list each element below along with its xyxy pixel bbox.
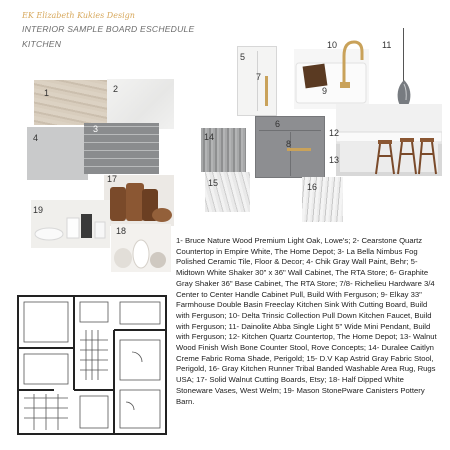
brand-logo-text: EK Elizabeth Kukies Design xyxy=(22,11,135,20)
label-12: 12 xyxy=(329,128,340,138)
faucet-icon xyxy=(336,38,366,90)
label-10: 10 xyxy=(327,40,338,50)
label-5: 5 xyxy=(240,52,246,62)
label-17: 17 xyxy=(107,174,118,184)
label-4: 4 xyxy=(33,133,39,143)
drawer-line xyxy=(259,130,321,131)
label-14: 14 xyxy=(204,132,215,142)
label-9: 9 xyxy=(322,86,328,96)
board-title: INTERIOR SAMPLE BOARD ESCHEDULE xyxy=(22,24,195,34)
pendant-cord xyxy=(403,28,404,82)
label-19: 19 xyxy=(33,205,44,215)
label-15: 15 xyxy=(208,178,219,188)
label-8: 8 xyxy=(286,139,292,149)
brass-cabinet-pull-7 xyxy=(265,76,268,106)
label-11: 11 xyxy=(382,40,392,50)
kitchen-stools-illustration xyxy=(336,104,442,176)
label-18: 18 xyxy=(116,226,127,236)
label-2: 2 xyxy=(113,84,119,94)
image-kitchen-countertop-stools xyxy=(336,104,442,176)
board-subtitle: KITCHEN xyxy=(22,39,62,49)
floor-plan xyxy=(14,290,170,438)
swatch-light-oak xyxy=(34,80,107,125)
label-13: 13 xyxy=(329,155,340,165)
materials-schedule-text: 1- Bruce Nature Wood Premium Light Oak, Lowe's; 2- Cearstone Quartz Countertop in Empire White, The Home Depot; 3- La Bella Nimbus Fog Polished Ceramic Tile, Floor & Decor; 4- Chik Gray Wall Paint, Behr; 5- Midtown White Shaker 30" x 36" Wall Cabinet, The RTA Store; 6- Graphite Gray Shaker 36" Base Cabinet, The RTA Store; 7/8- Richelieu Hardware 3/4 Center to Center Handle Cabinet Pull, Build With Ferguson; 9- Elkay 33" Farmhouse Double Basin Freeclay Kitchen Sink With Cutting Board, Build with Ferguson; 10- Delta Trinsic Collection Pull Down Kitchen Faucet, Build with Ferguson; 11- Dainolite Abba Single Light 5" Wide Mini Pendant, Build with Ferguson; 12- Kitchen Quartz Countertop, The Home Depot; 13- Walnut Wood Finish Wish Bone Counter Stool, Rove Concepts; 14- Duralee Caitlyn Creme Fabric Roma Shade, Perigold; 15- D.V Kap Astrid Gray Fabric Stool, Perigold, 16- Gray Kitchen Runner Tribal Banded Washable Area Rug, Rugs USA; 17- Solid Walnut Cutting Boards, Etsy; 18- Half Dipped White Stoneware Vases, West Welm; 19- Mason StonePware Canisters Pottery Barn. xyxy=(176,236,437,406)
label-7: 7 xyxy=(256,72,262,82)
label-6: 6 xyxy=(275,119,281,129)
label-3: 3 xyxy=(93,124,99,134)
label-16: 16 xyxy=(307,182,318,192)
floor-plan-drawing xyxy=(14,290,170,438)
label-1: 1 xyxy=(44,88,50,98)
